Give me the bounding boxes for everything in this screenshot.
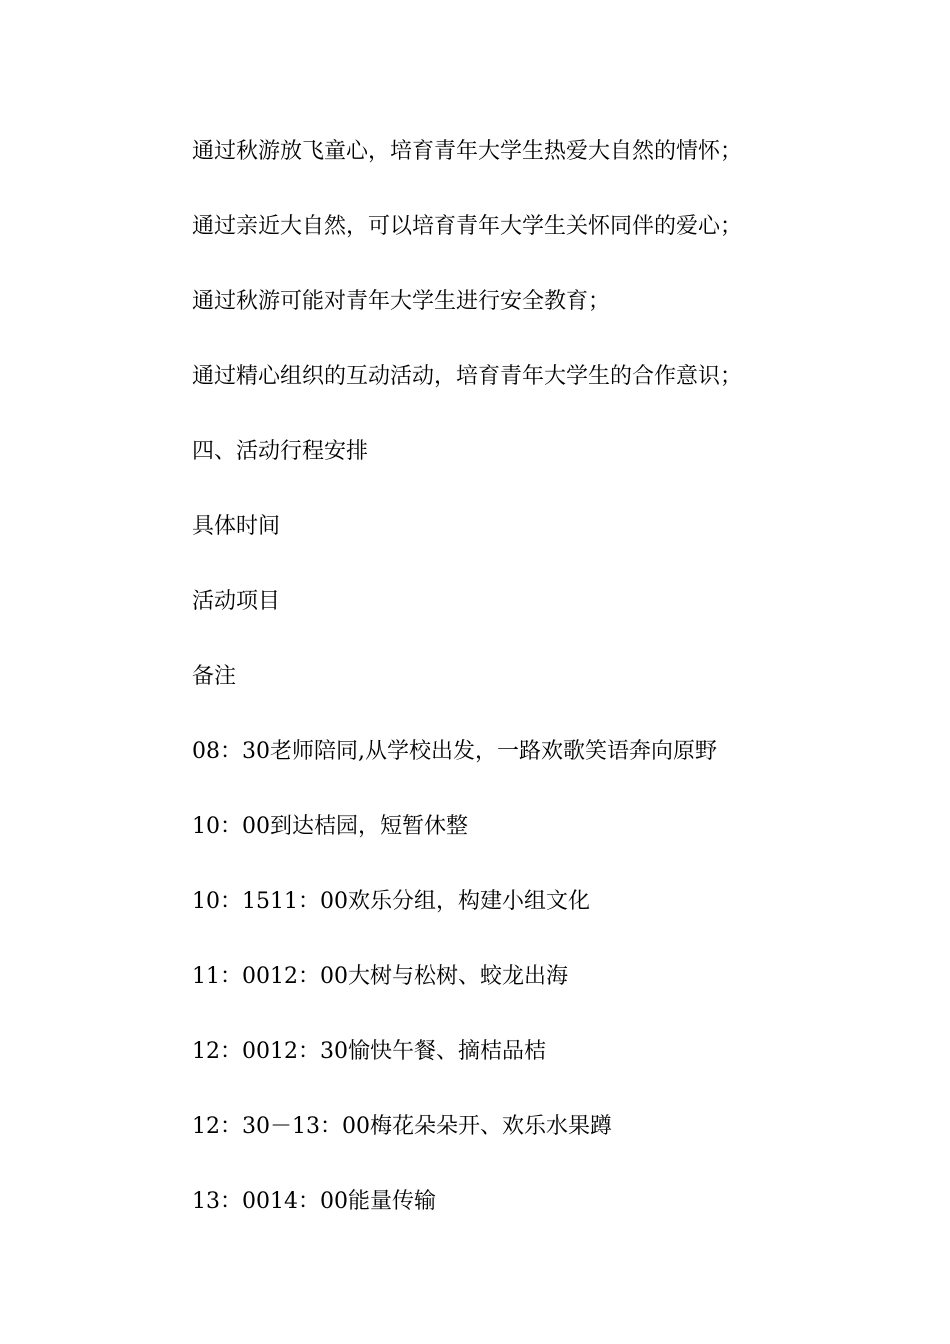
paragraph-goal-3: 通过秋游可能对青年大学生进行安全教育； bbox=[192, 289, 611, 314]
schedule-item: 13：0014：00能量传输 bbox=[192, 1189, 436, 1214]
paragraph-goal-4: 通过精心组织的互动活动，培育青年大学生的合作意识； bbox=[192, 364, 743, 389]
schedule-item: 08：30老师陪同,从学校出发，一路欢歌笑语奔向原野 bbox=[192, 739, 717, 764]
column-label-activity: 活动项目 bbox=[192, 589, 281, 614]
schedule-item: 12：30－13：00梅花朵朵开、欢乐水果蹲 bbox=[192, 1114, 612, 1139]
column-label-notes: 备注 bbox=[192, 664, 237, 689]
section-heading: 四、活动行程安排 bbox=[192, 439, 369, 464]
schedule-item: 10：00到达桔园，短暂休整 bbox=[192, 814, 468, 839]
document-body bbox=[192, 130, 832, 1255]
schedule-item: 11：0012：00大树与松树、蛟龙出海 bbox=[192, 964, 568, 989]
schedule-item: 12：0012：30愉快午餐、摘桔品桔 bbox=[192, 1039, 546, 1064]
column-label-time: 具体时间 bbox=[192, 514, 281, 539]
paragraph-goal-1: 通过秋游放飞童心，培育青年大学生热爱大自然的情怀； bbox=[192, 139, 743, 164]
schedule-item: 10：1511：00欢乐分组，构建小组文化 bbox=[192, 889, 590, 914]
paragraph-goal-2: 通过亲近大自然，可以培育青年大学生关怀同伴的爱心； bbox=[192, 214, 743, 239]
